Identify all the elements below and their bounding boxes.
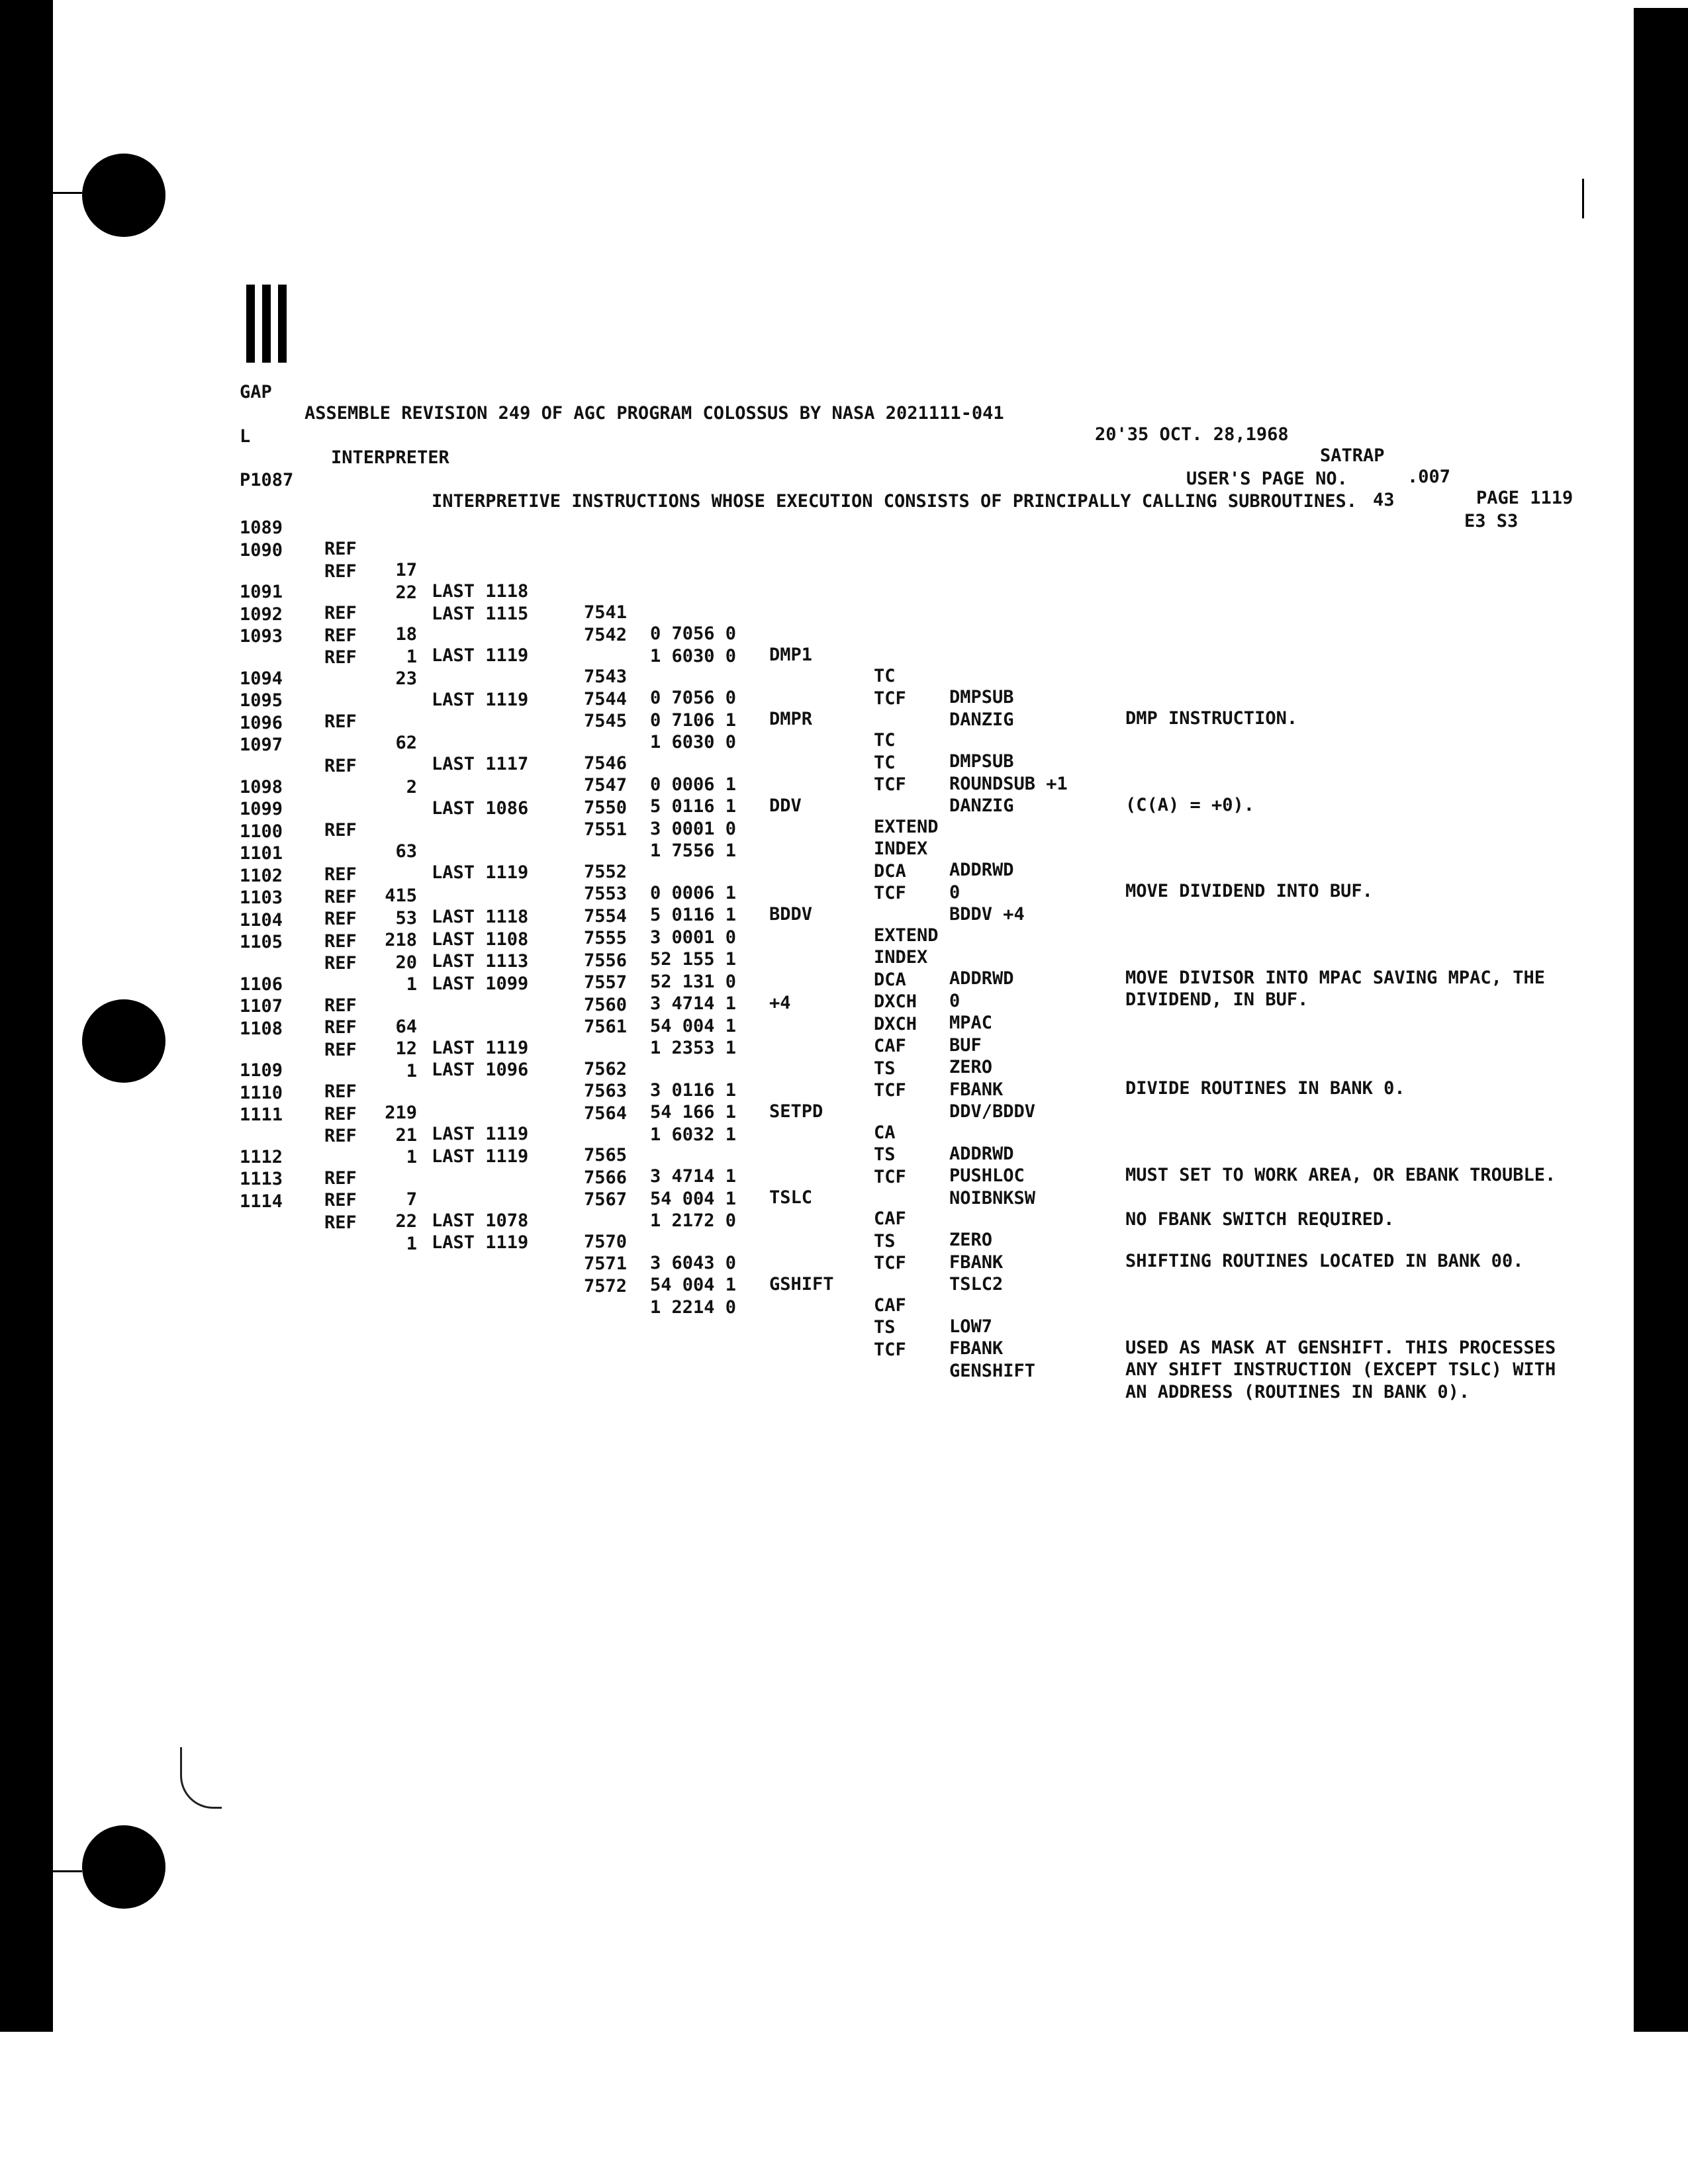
operand: BUF xyxy=(949,1034,982,1056)
sub-header-code: E3 S3 xyxy=(1464,511,1519,531)
punch-hole-middle xyxy=(82,999,165,1083)
opcode: DCA xyxy=(874,969,906,990)
scan-tick xyxy=(53,1870,82,1872)
address: 7544 xyxy=(584,688,628,709)
address: 7556 xyxy=(584,950,628,971)
ref-label: REF xyxy=(324,1039,357,1060)
octal-code: 0 7056 0 xyxy=(650,688,737,708)
line-comment: MUST SET TO WORK AREA, OR EBANK TROUBLE. xyxy=(1125,1164,1556,1185)
ref-label: REF xyxy=(324,625,357,646)
scan-pen-mark xyxy=(180,1747,222,1809)
ref-count: 12 xyxy=(395,1038,417,1059)
ref-count: 20 xyxy=(395,952,417,973)
last-ref: LAST 1119 xyxy=(432,1232,529,1253)
line-comment: AN ADDRESS (ROUTINES IN BANK 0). xyxy=(1125,1381,1470,1402)
line-number: 1095 xyxy=(240,690,283,711)
operand: PUSHLOC xyxy=(949,1165,1025,1186)
opcode: TS xyxy=(874,1317,896,1338)
ref-count: 22 xyxy=(395,1211,417,1232)
address: 7570 xyxy=(584,1231,628,1252)
operand: DDV/BDDV xyxy=(949,1101,1036,1122)
line-comment: DIVIDEND, IN BUF. xyxy=(1125,989,1309,1010)
ref-count: 1 xyxy=(406,1060,417,1081)
opcode: EXTEND xyxy=(874,816,939,837)
octal-code: 3 0001 0 xyxy=(650,927,737,948)
line-number: 1108 xyxy=(240,1018,283,1039)
line-number: 1109 xyxy=(240,1060,283,1081)
ref-count: 7 xyxy=(406,1189,417,1210)
octal-code: 1 6030 0 xyxy=(650,645,737,666)
comment-line-number: P1087 xyxy=(240,470,294,490)
operand: DANZIG xyxy=(949,796,1014,816)
line-number: 1093 xyxy=(240,626,283,647)
ref-count: 415 xyxy=(385,886,417,906)
operand: ZERO xyxy=(949,1230,993,1250)
octal-code: 3 6043 0 xyxy=(650,1252,737,1273)
ref-count: 62 xyxy=(395,733,417,753)
opcode: TCF xyxy=(874,1253,906,1273)
octal-code: 54 004 1 xyxy=(650,1188,737,1209)
address: 7545 xyxy=(584,711,628,731)
opcode: INDEX xyxy=(874,839,928,859)
header-assemble: ASSEMBLE REVISION 249 OF AGC PROGRAM COLOSSUS BY NASA 2021111-041 xyxy=(305,403,1004,424)
last-ref: LAST 1099 xyxy=(432,973,529,994)
operand: ADDRWD xyxy=(949,968,1014,989)
opcode: DXCH xyxy=(874,991,917,1012)
operand: ROUNDSUB +1 xyxy=(949,773,1068,794)
line-number: 1106 xyxy=(240,974,283,995)
ref-count: 1 xyxy=(406,1233,417,1254)
ref-count: 219 xyxy=(385,1103,417,1123)
ref-label: REF xyxy=(324,953,357,974)
operand: GENSHIFT xyxy=(949,1360,1036,1381)
line-number: 1105 xyxy=(240,932,283,952)
opcode: DCA xyxy=(874,860,906,882)
address: 7551 xyxy=(584,819,628,840)
octal-code: 0 0006 1 xyxy=(650,774,737,795)
address: 7542 xyxy=(584,624,628,645)
address: 7572 xyxy=(584,1275,628,1297)
ref-label: REF xyxy=(324,1190,357,1210)
address: 7541 xyxy=(584,602,628,623)
ref-count: 21 xyxy=(395,1124,417,1146)
line-number: 1101 xyxy=(240,843,283,864)
line-number: 1092 xyxy=(240,604,283,625)
last-ref: LAST 1119 xyxy=(432,690,529,710)
symbol-label: DMPR xyxy=(769,709,813,729)
ref-label: REF xyxy=(324,1081,357,1102)
ref-label: REF xyxy=(324,931,357,952)
address: 7571 xyxy=(584,1253,628,1274)
symbol-label: DDV xyxy=(769,795,802,816)
line-number: 1111 xyxy=(240,1105,283,1125)
line-number: 1110 xyxy=(240,1082,283,1103)
last-ref: LAST 1086 xyxy=(432,798,529,819)
symbol-label: +4 xyxy=(769,992,791,1013)
ref-label: REF xyxy=(324,603,357,623)
users-page-number: 43 xyxy=(1373,490,1395,510)
opcode: DXCH xyxy=(874,1013,917,1034)
ref-label: REF xyxy=(324,864,357,885)
octal-code: 54 004 1 xyxy=(650,1015,737,1036)
ref-count: 64 xyxy=(395,1016,417,1037)
symbol-label: SETPD xyxy=(769,1101,823,1122)
ref-count: 1 xyxy=(406,974,417,995)
operand: LOW7 xyxy=(949,1316,993,1337)
header-time: 20'35 OCT. 28,1968 xyxy=(1095,424,1289,445)
opcode: TS xyxy=(874,1144,896,1165)
line-comment: SHIFTING ROUTINES LOCATED IN BANK 00. xyxy=(1125,1251,1524,1271)
ref-label: REF xyxy=(324,1126,357,1146)
address: 7552 xyxy=(584,861,628,882)
opcode: TC xyxy=(874,730,896,751)
operand: DMPSUB xyxy=(949,687,1014,707)
opcode: INDEX xyxy=(874,947,928,968)
opcode: TCF xyxy=(874,774,906,795)
ref-label: REF xyxy=(324,1017,357,1038)
line-comment: MOVE DIVISOR INTO MPAC SAVING MPAC, THE xyxy=(1125,967,1545,988)
line-number: 1100 xyxy=(240,821,283,842)
opcode: EXTEND xyxy=(874,925,939,946)
line-comment: ANY SHIFT INSTRUCTION (EXCEPT TSLC) WITH xyxy=(1125,1359,1556,1380)
opcode: TCF xyxy=(874,1339,906,1360)
ref-count: 17 xyxy=(395,560,417,580)
scan-tick xyxy=(53,192,82,194)
operand: DMPSUB xyxy=(949,751,1014,772)
address: 7550 xyxy=(584,797,628,818)
operand: MPAC xyxy=(949,1013,993,1033)
octal-code: 5 0116 1 xyxy=(650,905,737,925)
address: 7561 xyxy=(584,1017,628,1037)
octal-code: 3 0001 0 xyxy=(650,818,737,839)
last-ref: LAST 1119 xyxy=(432,1146,529,1167)
address: 7557 xyxy=(584,972,628,993)
users-page-label: USER'S PAGE NO. xyxy=(1186,469,1348,489)
line-number: 1090 xyxy=(240,539,283,561)
ref-label: REF xyxy=(324,539,357,559)
header-page: PAGE 1119 xyxy=(1476,488,1573,508)
punch-hole-bottom xyxy=(82,1825,165,1909)
octal-code: 5 0116 1 xyxy=(650,796,737,817)
operand: DANZIG xyxy=(949,709,1014,730)
ref-label: REF xyxy=(324,1167,357,1189)
line-comment: DMP INSTRUCTION. xyxy=(1125,708,1298,729)
address: 7566 xyxy=(584,1167,628,1188)
opcode: TCF xyxy=(874,1166,906,1187)
last-ref: LAST 1119 xyxy=(432,862,529,883)
octal-code: 1 2353 1 xyxy=(650,1038,737,1058)
octal-code: 52 131 0 xyxy=(650,971,737,992)
line-number: 1114 xyxy=(240,1191,283,1212)
address: 7563 xyxy=(584,1081,628,1101)
address: 7546 xyxy=(584,752,628,774)
ref-label: REF xyxy=(324,1103,357,1124)
operand: ADDRWD xyxy=(949,860,1014,880)
opcode: TS xyxy=(874,1058,896,1079)
line-comment: DIVIDE ROUTINES IN BANK 0. xyxy=(1125,1078,1405,1099)
sub-header-l: L xyxy=(240,426,251,447)
symbol-label: BDDV xyxy=(769,903,813,925)
operand: BDDV +4 xyxy=(949,904,1025,925)
operand: FBANK xyxy=(949,1251,1004,1273)
opcode: TS xyxy=(874,1230,896,1251)
opcode: TC xyxy=(874,666,896,686)
operand: ZERO xyxy=(949,1057,993,1077)
address: 7547 xyxy=(584,775,628,796)
address: 7560 xyxy=(584,994,628,1015)
line-comment: (C(A) = +0). xyxy=(1125,794,1255,815)
line-number: 1103 xyxy=(240,887,283,908)
scan-left-edge xyxy=(0,0,53,2032)
opcode: TCF xyxy=(874,1080,906,1101)
line-number: 1091 xyxy=(240,582,283,602)
octal-code: 0 7106 1 xyxy=(650,709,737,731)
ref-label: REF xyxy=(324,711,357,732)
ref-label: REF xyxy=(324,886,357,907)
octal-code: 54 004 1 xyxy=(650,1275,737,1295)
octal-code: 0 0006 1 xyxy=(650,882,737,903)
octal-code: 1 7556 1 xyxy=(650,841,737,861)
operand: FBANK xyxy=(949,1338,1004,1359)
octal-code: 1 6030 0 xyxy=(650,732,737,752)
address: 7565 xyxy=(584,1145,628,1165)
last-ref: LAST 1096 xyxy=(432,1060,529,1080)
ref-count: 1 xyxy=(406,1147,417,1167)
opcode: CAF xyxy=(874,1295,906,1316)
line-number: 1096 xyxy=(240,712,283,733)
scan-right-edge xyxy=(1634,8,1688,2032)
ref-label: REF xyxy=(324,909,357,929)
ref-label: REF xyxy=(324,647,357,668)
sub-header-section: INTERPRETER xyxy=(331,447,449,468)
last-ref: LAST 1115 xyxy=(432,603,529,624)
scan-tick xyxy=(1582,179,1584,218)
ref-count: 53 xyxy=(395,907,417,929)
symbol-label: TSLC xyxy=(769,1187,813,1208)
address: 7555 xyxy=(584,928,628,948)
ref-count: 63 xyxy=(395,841,417,862)
line-number: 1113 xyxy=(240,1169,283,1189)
header-prefix: GAP xyxy=(240,382,272,402)
symbol-label: DMP1 xyxy=(769,645,813,665)
symbol-label: GSHIFT xyxy=(769,1273,834,1295)
line-comment: MOVE DIVIDEND INTO BUF. xyxy=(1125,881,1373,901)
line-number: 1098 xyxy=(240,776,283,797)
last-ref: LAST 1119 xyxy=(432,1124,529,1144)
header-satrap: SATRAP xyxy=(1320,445,1385,466)
comment-line-text: INTERPRETIVE INSTRUCTIONS WHOSE EXECUTION CONSISTS OF PRINCIPALLY CALLING SUBROUTINES. xyxy=(432,491,1357,512)
address: 7564 xyxy=(584,1103,628,1124)
octal-code: 3 0116 1 xyxy=(650,1079,737,1101)
opcode: TCF xyxy=(874,688,906,709)
ref-count: 1 xyxy=(406,646,417,667)
ref-count: 23 xyxy=(395,668,417,689)
address: 7567 xyxy=(584,1189,628,1210)
last-ref: LAST 1118 xyxy=(432,907,529,927)
line-number: 1097 xyxy=(240,735,283,755)
operand: NOIBNKSW xyxy=(949,1187,1036,1208)
octal-code: 1 2172 0 xyxy=(650,1210,737,1231)
last-ref: LAST 1119 xyxy=(432,645,529,666)
ref-label: REF xyxy=(324,820,357,841)
punch-hole-top xyxy=(82,154,165,237)
ref-label: REF xyxy=(324,561,357,582)
last-ref: LAST 1119 xyxy=(432,1037,529,1058)
header-number: .007 xyxy=(1407,467,1451,487)
line-number: 1112 xyxy=(240,1146,283,1167)
octal-code: 1 2214 0 xyxy=(650,1297,737,1318)
opcode: TCF xyxy=(874,883,906,903)
ref-label: REF xyxy=(324,1212,357,1233)
address: 7543 xyxy=(584,666,628,687)
line-number: 1099 xyxy=(240,799,283,819)
last-ref: LAST 1117 xyxy=(432,754,529,774)
ref-label: REF xyxy=(324,756,357,776)
ref-count: 218 xyxy=(385,930,417,950)
opcode: CAF xyxy=(874,1036,906,1056)
line-number: 1104 xyxy=(240,909,283,931)
last-ref: LAST 1078 xyxy=(432,1210,529,1231)
ref-count: 22 xyxy=(395,582,417,603)
operand: ADDRWD xyxy=(949,1143,1014,1164)
address: 7562 xyxy=(584,1058,628,1079)
address: 7553 xyxy=(584,884,628,904)
ref-count: 2 xyxy=(406,777,417,797)
octal-code: 0 7056 0 xyxy=(650,623,737,644)
opcode: TC xyxy=(874,752,896,773)
line-comment: NO FBANK SWITCH REQUIRED. xyxy=(1125,1208,1395,1230)
octal-code: 1 6032 1 xyxy=(650,1124,737,1145)
last-ref: LAST 1118 xyxy=(432,581,529,602)
octal-code: 52 155 1 xyxy=(650,949,737,970)
last-ref: LAST 1108 xyxy=(432,929,529,950)
opcode: CAF xyxy=(874,1208,906,1229)
line-number: 1107 xyxy=(240,996,283,1017)
line-number: 1094 xyxy=(240,668,283,689)
address: 7554 xyxy=(584,905,628,927)
line-number: 1089 xyxy=(240,518,283,538)
line-comment: USED AS MASK AT GENSHIFT. THIS PROCESSES xyxy=(1125,1337,1556,1358)
opcode: CA xyxy=(874,1122,896,1143)
last-ref: LAST 1113 xyxy=(432,951,529,972)
ref-label: REF xyxy=(324,995,357,1016)
octal-code: 54 166 1 xyxy=(650,1102,737,1122)
ref-count: 18 xyxy=(395,624,417,645)
operand: 0 xyxy=(949,882,961,903)
octal-code: 3 4714 1 xyxy=(650,1166,737,1187)
operand: 0 xyxy=(949,990,961,1011)
octal-code: 3 4714 1 xyxy=(650,993,737,1014)
print-bar-marks xyxy=(246,285,287,363)
operand: TSLC2 xyxy=(949,1274,1004,1295)
operand: FBANK xyxy=(949,1079,1004,1100)
line-number: 1102 xyxy=(240,865,283,886)
